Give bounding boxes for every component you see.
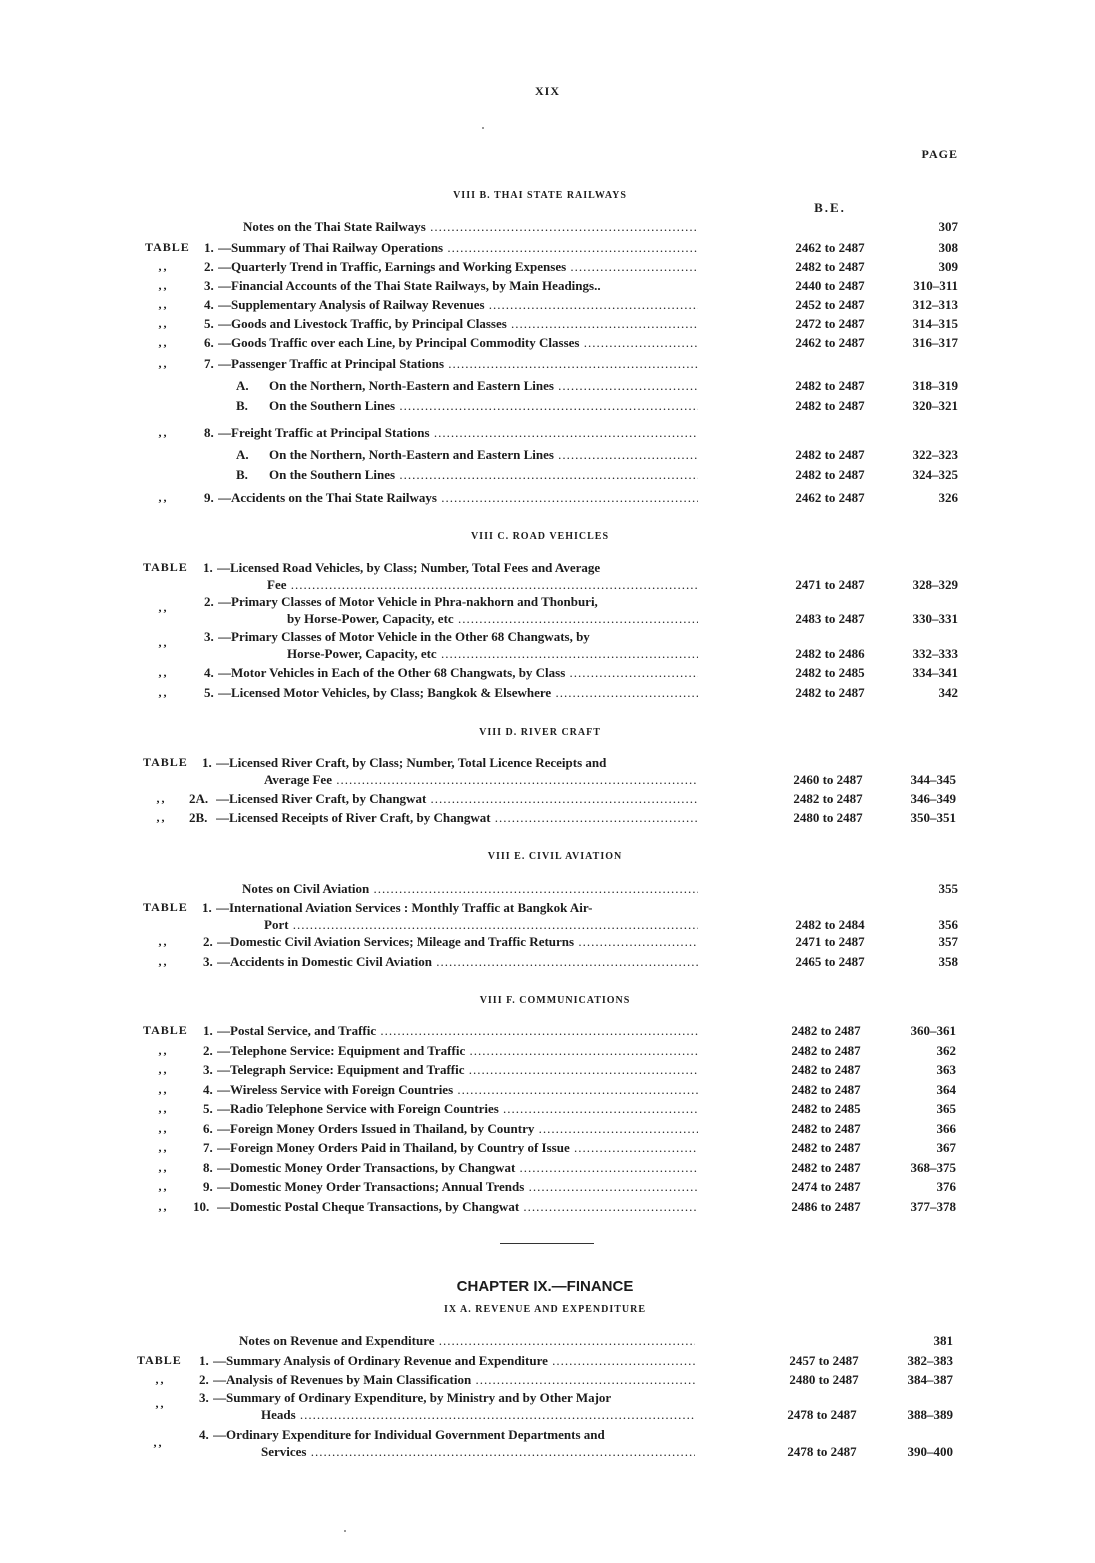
ditto-mark: ‚‚ [158, 685, 168, 699]
entry-page: 368–375 [910, 1160, 956, 1175]
entry-be-range: 2462 to 2487 [795, 335, 865, 350]
section-heading-viii-d: VIII D. RIVER CRAFT [479, 727, 601, 738]
toc-entry [0, 1426, 1095, 1460]
entry-title: —Domestic Civil Aviation Services; Mileage and Traffic Returns ..... [217, 933, 698, 950]
page-folio: XIX [534, 84, 560, 98]
table-number: 2. [199, 1372, 209, 1387]
table-number: 1. [204, 240, 214, 255]
ditto-mark: ‚‚ [156, 810, 166, 824]
entry-be-range: 2440 to 2487 [795, 278, 865, 293]
entry-page: 388–389 [907, 1407, 953, 1422]
ditto-mark: ‚‚ [158, 1121, 168, 1135]
table-number: 9. [204, 490, 214, 505]
entry-title: —Foreign Money Orders Paid in Thailand, by Country of Issue ..... [217, 1139, 698, 1156]
entry-title: —Telephone Service: Equipment and Traffic ..... [217, 1042, 698, 1059]
table-number: 2. [203, 1043, 213, 1058]
ditto-mark: ‚‚ [158, 278, 168, 292]
entry-page: 316–317 [912, 335, 958, 350]
entry-title: —Telegraph Service: Equipment and Traffic ..... [217, 1061, 698, 1078]
table-number: 8. [204, 425, 214, 440]
table-label: TABLE [143, 1023, 188, 1037]
toc-entry [0, 899, 1095, 933]
toc-entry [0, 1389, 1095, 1423]
ditto-mark: ‚‚ [155, 1396, 165, 1410]
entry-page: 314–315 [912, 316, 958, 331]
table-number: 5. [204, 316, 214, 331]
subentry-letter: A. [236, 447, 249, 462]
entry-title-continuation: by Horse-Power, Capacity, etc ..... [287, 610, 698, 627]
entry-be-range: 2482 to 2487 [795, 378, 865, 393]
entry-be-range: 2482 to 2487 [791, 1062, 861, 1077]
entry-be-range: 2482 to 2487 [793, 791, 863, 806]
chapter-title: CHAPTER IX.—FINANCE [456, 1278, 634, 1295]
entry-title: —Primary Classes of Motor Vehicle in the Other 68 Changwats, by [218, 629, 590, 644]
entry-page: 384–387 [907, 1372, 953, 1387]
ditto-mark: ‚‚ [158, 1179, 168, 1193]
table-number: 3. [203, 954, 213, 969]
section-heading-viii-b: VIII B. THAI STATE RAILWAYS [453, 190, 627, 201]
ditto-mark: ‚‚ [156, 791, 166, 805]
entry-title: —Postal Service, and Traffic ..... [217, 1022, 698, 1039]
entry-be-range: 2482 to 2487 [795, 467, 865, 482]
entry-page: 362 [936, 1043, 956, 1058]
entry-page: 355 [938, 881, 958, 896]
entry-be-range: 2482 to 2487 [791, 1121, 861, 1136]
entry-page: 346–349 [910, 791, 956, 806]
entry-be-range: 2460 to 2487 [793, 772, 863, 787]
entry-be-range: 2483 to 2487 [795, 611, 865, 626]
toc-entry [0, 628, 1095, 662]
section-heading-viii-c: VIII C. ROAD VEHICLES [470, 531, 610, 542]
entry-be-range: 2482 to 2485 [791, 1101, 861, 1116]
table-number: 2B. [189, 810, 208, 825]
entry-be-range: 2457 to 2487 [789, 1353, 859, 1368]
entry-page: 367 [936, 1140, 956, 1155]
ditto-mark: ‚‚ [158, 1043, 168, 1057]
table-number: 7. [203, 1140, 213, 1155]
entry-title: —Summary Analysis of Ordinary Revenue and Expenditure ..... [213, 1352, 695, 1369]
entry-be-range: 2478 to 2487 [787, 1407, 857, 1422]
entry-page: 363 [936, 1062, 956, 1077]
table-number: 5. [204, 685, 214, 700]
entry-title: —Domestic Money Order Transactions; Annual Trends ..... [217, 1178, 698, 1195]
entry-title: —Licensed Receipts of River Craft, by Changwat ..... [216, 809, 698, 826]
table-number: 1. [202, 900, 212, 915]
entry-be-range: 2482 to 2487 [795, 447, 865, 462]
ditto-mark: ‚‚ [158, 335, 168, 349]
table-number: 6. [204, 335, 214, 350]
table-number: 7. [204, 356, 214, 371]
entry-title: —Radio Telephone Service with Foreign Countries ..... [217, 1100, 698, 1117]
entry-title: —Accidents in Domestic Civil Aviation ..... [217, 953, 698, 970]
ditto-mark: ‚‚ [158, 259, 168, 273]
table-label: TABLE [143, 900, 188, 914]
section-heading-viii-e: VIII E. CIVIL AVIATION [487, 851, 623, 862]
entry-page: 308 [938, 240, 958, 255]
entry-title-continuation: Horse-Power, Capacity, etc ..... [287, 645, 698, 662]
entry-title-continuation: Fee ..... [267, 576, 698, 593]
entry-be-range: 2465 to 2487 [795, 954, 865, 969]
table-number: 3. [203, 1062, 213, 1077]
table-label: TABLE [145, 240, 190, 254]
entry-be-range: 2482 to 2485 [795, 665, 865, 680]
entry-page: 320–321 [912, 398, 958, 413]
ditto-mark: ‚‚ [158, 1140, 168, 1154]
table-number: 1. [199, 1353, 209, 1368]
table-number: 1. [203, 1023, 213, 1038]
ditto-mark: ‚‚ [158, 316, 168, 330]
ditto-mark: ‚‚ [158, 635, 168, 649]
ditto-mark: ‚‚ [158, 425, 168, 439]
table-number: 8. [203, 1160, 213, 1175]
table-number: 2. [204, 594, 214, 609]
entry-page: 322–323 [912, 447, 958, 462]
entry-title: —Foreign Money Orders Issued in Thailand, by Country ..... [217, 1120, 698, 1137]
toc-entry [0, 559, 1095, 593]
entry-be-range: 2480 to 2487 [793, 810, 863, 825]
table-number: 3. [204, 278, 214, 293]
entry-title: —Summary of Thai Railway Operations ..... [218, 239, 698, 256]
entry-be-range: 2482 to 2487 [795, 259, 865, 274]
ditto-mark: ‚‚ [158, 1199, 168, 1213]
table-label: TABLE [143, 755, 188, 769]
entry-title: —Accidents on the Thai State Railways ..... [218, 489, 698, 506]
ditto-mark: ‚‚ [158, 297, 168, 311]
entry-page: 360–361 [910, 1023, 956, 1038]
entry-title: —Domestic Money Order Transactions, by Changwat ..... [217, 1159, 698, 1176]
entry-title: —Licensed Road Vehicles, by Class; Number, Total Fees and Average [217, 560, 601, 575]
entry-title: On the Southern Lines ..... [269, 397, 698, 414]
entry-be-range: 2471 to 2487 [795, 577, 865, 592]
ditto-mark: ‚‚ [158, 934, 168, 948]
entry-page: 358 [938, 954, 958, 969]
entry-be-range: 2462 to 2487 [795, 490, 865, 505]
entry-page: 357 [938, 934, 958, 949]
entry-title-continuation: Port ..... [264, 916, 698, 933]
entry-title: —Passenger Traffic at Principal Stations ..... [218, 355, 698, 372]
table-number: 6. [203, 1121, 213, 1136]
entry-be-range: 2482 to 2487 [795, 398, 865, 413]
entry-title: —Wireless Service with Foreign Countries ..... [217, 1081, 698, 1098]
table-number: 3. [204, 629, 214, 644]
entry-title: —Financial Accounts of the Thai State Railways, by Main Headings.. [218, 278, 601, 293]
entry-title: —Supplementary Analysis of Railway Revenues ..... [218, 296, 698, 313]
table-number: 1. [203, 560, 213, 575]
entry-page: 307 [938, 219, 958, 234]
entry-page: 326 [938, 490, 958, 505]
ditto-mark: ‚‚ [153, 1435, 163, 1449]
entry-title: —Ordinary Expenditure for Individual Government Departments and [213, 1427, 605, 1442]
table-number: 3. [199, 1390, 209, 1405]
entry-title: —Licensed Motor Vehicles, by Class; Bangkok & Elsewhere ..... [218, 684, 698, 701]
entry-page: 382–383 [907, 1353, 953, 1368]
table-number: 4. [204, 297, 214, 312]
table-number: 2. [204, 259, 214, 274]
ditto-mark: ‚‚ [158, 600, 168, 614]
entry-title-continuation: Heads ..... [261, 1406, 695, 1423]
entry-title: —Analysis of Revenues by Main Classification ..... [213, 1371, 695, 1388]
subentry-letter: A. [236, 378, 249, 393]
entry-be-range: 2482 to 2487 [791, 1023, 861, 1038]
entry-page: 376 [936, 1179, 956, 1194]
entry-page: 390–400 [907, 1444, 953, 1459]
entry-page: 334–341 [912, 665, 958, 680]
entry-title: —Goods and Livestock Traffic, by Principal Classes ..... [218, 315, 698, 332]
subentry-letter: B. [236, 398, 248, 413]
entry-page: 364 [936, 1082, 956, 1097]
entry-title: Notes on Revenue and Expenditure ..... [239, 1332, 695, 1349]
entry-title: —International Aviation Services : Monthly Traffic at Bangkok Air- [216, 900, 593, 915]
entry-title: On the Southern Lines ..... [269, 466, 698, 483]
subentry-letter: B. [236, 467, 248, 482]
ditto-mark: ‚‚ [158, 1160, 168, 1174]
entry-title-continuation: Services ..... [261, 1443, 695, 1460]
entry-page: 330–331 [912, 611, 958, 626]
table-number: 5. [203, 1101, 213, 1116]
table-number: 10. [193, 1199, 210, 1214]
ditto-mark: ‚‚ [158, 356, 168, 370]
table-label: TABLE [143, 560, 188, 574]
entry-be-range: 2482 to 2486 [795, 646, 865, 661]
entry-be-range: 2472 to 2487 [795, 316, 865, 331]
entry-page: 344–345 [910, 772, 956, 787]
entry-title: Notes on the Thai State Railways ..... [243, 218, 698, 235]
toc-entry [0, 754, 1095, 788]
table-number: 2A. [189, 791, 209, 806]
entry-title: —Goods Traffic over each Line, by Principal Commodity Classes ..... [218, 334, 698, 351]
entry-be-range: 2482 to 2487 [791, 1160, 861, 1175]
entry-page: 356 [938, 917, 958, 932]
page-column-heading: PAGE [921, 147, 958, 161]
entry-be-range: 2462 to 2487 [795, 240, 865, 255]
entry-title: —Summary of Ordinary Expenditure, by Ministry and by Other Major [213, 1390, 612, 1405]
entry-title: —Licensed River Craft, by Class; Number, Total Licence Receipts and [216, 755, 607, 770]
entry-be-range: 2480 to 2487 [789, 1372, 859, 1387]
chapter-divider-rule [500, 1243, 594, 1244]
entry-title: Notes on Civil Aviation ..... [242, 880, 698, 897]
entry-title: On the Northern, North-Eastern and Eastern Lines ..... [269, 446, 698, 463]
ditto-mark: ‚‚ [158, 1062, 168, 1076]
entry-page: 310–311 [913, 278, 958, 293]
entry-page: 312–313 [912, 297, 958, 312]
table-number: 2. [203, 934, 213, 949]
table-number: 4. [199, 1427, 209, 1442]
entry-be-range: 2452 to 2487 [795, 297, 865, 312]
entry-be-range: 2478 to 2487 [787, 1444, 857, 1459]
entry-page: 365 [936, 1101, 956, 1116]
entry-page: 366 [936, 1121, 956, 1136]
entry-page: 381 [933, 1333, 953, 1348]
entry-title: —Primary Classes of Motor Vehicle in Phra-nakhorn and Thonburi, [218, 594, 598, 609]
entry-title: On the Northern, North-Eastern and Eastern Lines ..... [269, 377, 698, 394]
entry-be-range: 2482 to 2487 [791, 1140, 861, 1155]
print-speck [482, 127, 484, 129]
entry-page: 318–319 [912, 378, 958, 393]
ditto-mark: ‚‚ [158, 665, 168, 679]
toc-entry [0, 593, 1095, 627]
entry-title: —Licensed River Craft, by Changwat ..... [216, 790, 698, 807]
entry-be-range: 2482 to 2484 [795, 917, 865, 932]
table-label: TABLE [137, 1353, 182, 1367]
entry-title-continuation: Average Fee ..... [264, 771, 698, 788]
entry-page: 332–333 [912, 646, 958, 661]
table-number: 1. [202, 755, 212, 770]
ditto-mark: ‚‚ [155, 1372, 165, 1386]
ditto-mark: ‚‚ [158, 954, 168, 968]
entry-page: 342 [938, 685, 958, 700]
section-heading-viii-f: VIII F. COMMUNICATIONS [479, 995, 631, 1006]
entry-page: 377–378 [910, 1199, 956, 1214]
entry-be-range: 2482 to 2487 [791, 1082, 861, 1097]
ditto-mark: ‚‚ [158, 1101, 168, 1115]
entry-page: 350–351 [910, 810, 956, 825]
ditto-mark: ‚‚ [158, 490, 168, 504]
table-number: 4. [203, 1082, 213, 1097]
entry-be-range: 2482 to 2487 [795, 685, 865, 700]
section-heading-ix-a: IX A. REVENUE AND EXPENDITURE [443, 1304, 647, 1315]
entry-title: —Quarterly Trend in Traffic, Earnings and Working Expenses ..... [218, 258, 698, 275]
entry-be-range: 2486 to 2487 [791, 1199, 861, 1214]
entry-page: 309 [938, 259, 958, 274]
entry-page: 324–325 [912, 467, 958, 482]
table-number: 9. [203, 1179, 213, 1194]
entry-be-range: 2482 to 2487 [791, 1043, 861, 1058]
be-column-heading: B.E. [814, 200, 846, 215]
entry-title: —Motor Vehicles in Each of the Other 68 Changwats, by Class ..... [218, 664, 698, 681]
entry-be-range: 2471 to 2487 [795, 934, 865, 949]
print-speck [344, 1530, 346, 1532]
table-number: 4. [204, 665, 214, 680]
ditto-mark: ‚‚ [158, 1082, 168, 1096]
entry-be-range: 2474 to 2487 [791, 1179, 861, 1194]
entry-title: —Freight Traffic at Principal Stations ..... [218, 424, 698, 441]
entry-title: —Domestic Postal Cheque Transactions, by Changwat ..... [217, 1198, 698, 1215]
entry-page: 328–329 [912, 577, 958, 592]
